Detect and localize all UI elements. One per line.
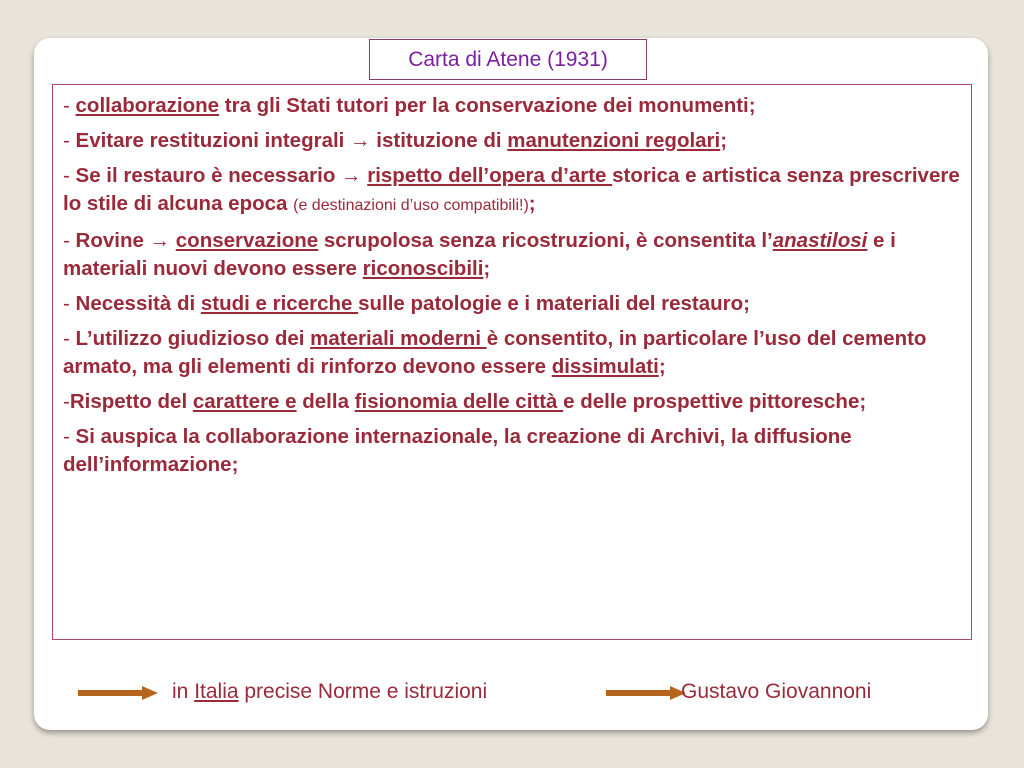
item-text: della [296, 390, 355, 413]
item-text: storica e artistica senza prescrivere lo stile di alcuna epoca [63, 164, 960, 215]
list-item [63, 162, 961, 220]
slide-title [369, 39, 647, 80]
bullet-dash: - [63, 129, 76, 152]
footer [0, 678, 1024, 708]
underlined-term: studi e ricerche [200, 292, 359, 315]
underlined-term: collaborazione [75, 94, 220, 117]
bullet-dash: - [63, 164, 76, 187]
footer-italia: Italia [194, 680, 239, 703]
footer-prefix: in [172, 680, 195, 703]
item-text: L’utilizzo giudizioso dei [75, 327, 311, 350]
bullet-dash: - [63, 94, 76, 117]
item-text: e delle prospettive pittoresche; [563, 390, 867, 413]
underlined-term: materiali moderni [310, 327, 487, 350]
list-item [63, 127, 961, 155]
list-item [63, 423, 961, 479]
underlined-term: riconoscibili [362, 257, 484, 280]
list-item [63, 227, 961, 283]
bullet-dash: - [63, 292, 76, 315]
list-item [63, 290, 961, 318]
content-list [52, 84, 972, 640]
bullet-dash: - [63, 390, 70, 413]
footer-note [172, 680, 487, 704]
item-text: ; [528, 192, 536, 215]
bullet-dash: - [63, 327, 76, 350]
list-item [63, 92, 961, 120]
item-text: ; [483, 257, 491, 280]
item-text: Rovine → [75, 229, 176, 252]
item-text: Si auspica la collaborazione internazionale, la creazione di Archivi, la diffusione dell’informazione; [63, 425, 852, 476]
item-text: Rispetto del [69, 390, 193, 413]
item-text: Se il restauro è necessario → [75, 164, 368, 187]
arrow-right-icon [78, 686, 158, 700]
underlined-term: anastilosi [772, 229, 868, 252]
item-text: ; [658, 355, 666, 378]
item-text: Necessità di [75, 292, 201, 315]
list-item [63, 325, 961, 381]
footer-author: Gustavo Giovannoni [681, 680, 872, 703]
item-text: e i materiali nuovi devono essere [63, 229, 896, 280]
bullet-dash: - [63, 425, 76, 448]
footer-suffix: precise Norme e istruzioni [238, 680, 488, 703]
item-text: sulle patologie e i materiali del restauro; [358, 292, 751, 315]
item-text: Evitare restituzioni integrali → istituzione di [75, 129, 508, 152]
item-text: (e destinazioni d’uso compatibili!) [293, 197, 529, 214]
item-text: scrupolosa senza ricostruzioni, è consentita l’ [318, 229, 773, 252]
underlined-term: dissimulati [551, 355, 659, 378]
arrow-right-icon [606, 686, 686, 700]
underlined-term: manutenzioni regolari [507, 129, 721, 152]
item-text: ; [720, 129, 728, 152]
item-text: tra gli Stati tutori per la conservazione dei monumenti; [219, 94, 756, 117]
slide-title-text: Carta di Atene (1931) [408, 47, 608, 71]
underlined-term: fisionomia delle città [354, 390, 564, 413]
underlined-term: carattere e [192, 390, 297, 413]
underlined-term: rispetto dell’opera d’arte [367, 164, 613, 187]
underlined-term: conservazione [175, 229, 319, 252]
item-text: è consentito, in particolare l’uso del cemento armato, ma gli elementi di rinforzo devono essere [63, 327, 927, 378]
bullet-dash: - [63, 229, 76, 252]
list-item [63, 388, 961, 416]
